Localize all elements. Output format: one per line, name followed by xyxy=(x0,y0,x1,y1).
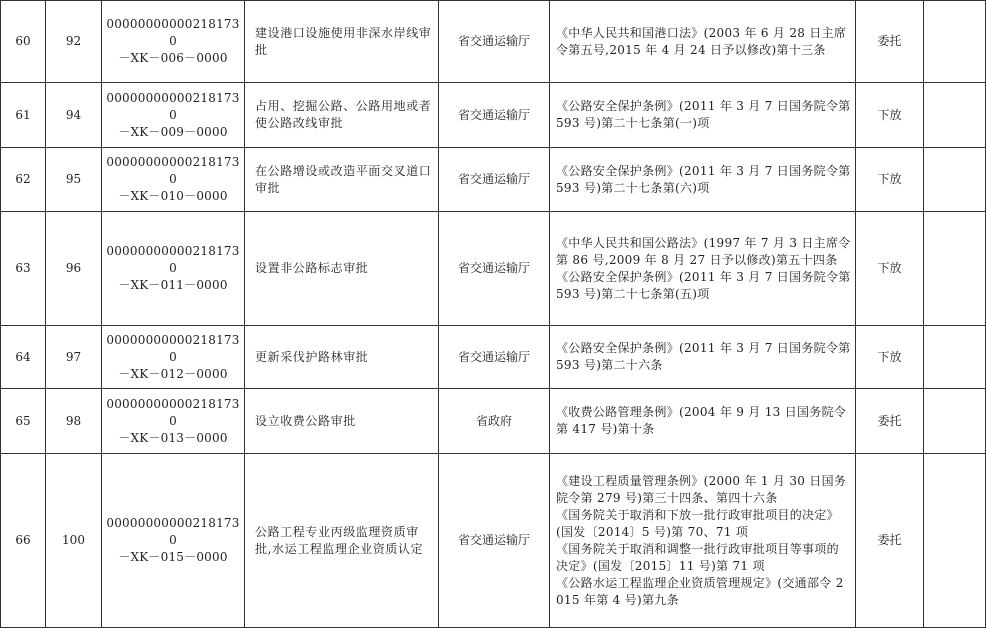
department-cell: 省交通运输厅 xyxy=(439,326,550,389)
action-cell: 委托 xyxy=(856,454,924,628)
seq-cell: 63 xyxy=(1,212,46,326)
item-code-line: 000000000002181730 xyxy=(106,244,240,275)
item-code-cell xyxy=(102,454,245,628)
legal-basis-text: 《公路安全保护条例》(2011 年 3 月 7 日国务院令第 593 号)第二十七条第(六)项 xyxy=(556,163,851,195)
department-cell: 省交通运输厅 xyxy=(439,148,550,212)
department-cell: 省交通运输厅 xyxy=(439,83,550,148)
item-name-cell xyxy=(245,148,439,212)
department-cell: 省政府 xyxy=(439,389,550,454)
item-name-cell xyxy=(245,212,439,326)
item-name-text: 建设港口设施使用非深水岸线审批 xyxy=(255,25,432,57)
seq-cell: 62 xyxy=(1,148,46,212)
item-name-text: 在公路增设或改造平面交叉道口审批 xyxy=(255,163,432,195)
seq-cell: 61 xyxy=(1,83,46,148)
legal-basis-cell xyxy=(550,212,856,326)
item-name-text: 公路工程专业丙级监理资质审批,水运工程监理企业资质认定 xyxy=(255,524,424,556)
item-code-line: 000000000002181730 xyxy=(106,155,240,186)
legal-basis-cell xyxy=(550,148,856,212)
action-cell: 委托 xyxy=(856,1,924,83)
legal-basis-text: 《建设工程质量管理条例》(2000 年 1 月 30 日国务院令第 279 号)第三十四条、第四十六条 《国务院关于取消和下放一批行政审批项目的决定》(国发〔2014〕5 号)第 70、71 项 《国务院关于取消和调整一批行政审批项目等事项的决定》(国发〔2015〕11 号)第 71 项 《公路水运工程监理企业资质管理规定》(交通部令 2015 年第 4 号)第九条 xyxy=(556,473,847,607)
item-code-cell xyxy=(102,1,245,83)
item-name-cell xyxy=(245,326,439,389)
department-cell: 省交通运输厅 xyxy=(439,1,550,83)
table-row xyxy=(1,212,986,326)
table-row xyxy=(1,326,986,389)
legal-basis-text: 《公路安全保护条例》(2011 年 3 月 7 日国务院令第 593 号)第二十六条 xyxy=(556,341,851,372)
seq-cell: 60 xyxy=(1,1,46,83)
item-code-cell xyxy=(102,148,245,212)
remarks-cell xyxy=(924,1,986,83)
item-name-cell xyxy=(245,83,439,148)
item-code-line: －XK－009－0000 xyxy=(118,124,228,139)
table-row xyxy=(1,454,986,628)
item-name-cell xyxy=(245,389,439,454)
item-code-cell xyxy=(102,212,245,326)
item-code-line: －XK－010－0000 xyxy=(118,189,228,203)
remarks-cell xyxy=(924,148,986,212)
item-name-text: 设置非公路标志审批 xyxy=(255,261,369,275)
item-code-line: 000000000002181730 xyxy=(106,90,240,122)
item-number-cell: 92 xyxy=(46,1,102,83)
item-code-line: －XK－006－0000 xyxy=(118,51,228,65)
legal-basis-cell xyxy=(550,1,856,83)
action-cell: 下放 xyxy=(856,212,924,326)
remarks-cell xyxy=(924,83,986,148)
item-code-line: －XK－011－0000 xyxy=(118,278,228,292)
legal-basis-text: 《中华人民共和国港口法》(2003 年 6 月 28 日主席令第五号,2015 年 4 月 24 日予以修改)第十三条 xyxy=(556,25,847,57)
item-name-cell xyxy=(245,1,439,83)
legal-basis-text: 《中华人民共和国公路法》(1997 年 7 月 3 日主席令第 86 号,2009 年 8 月 27 日予以修改)第五十四条 《公路安全保护条例》(2011 年 3 月 7 日国务院令第 593 号)第二十七条第(五)项 xyxy=(556,235,851,301)
item-code-cell xyxy=(102,83,245,148)
remarks-cell xyxy=(924,212,986,326)
item-code-line: 000000000002181730 xyxy=(106,332,240,364)
item-number-cell: 96 xyxy=(46,212,102,326)
item-code-line: 000000000002181730 xyxy=(106,17,240,48)
remarks-cell xyxy=(924,326,986,389)
action-cell: 委托 xyxy=(856,389,924,454)
item-name-text: 更新采伐护路林审批 xyxy=(255,349,369,364)
table-row xyxy=(1,83,986,148)
item-number-cell: 94 xyxy=(46,83,102,148)
legal-basis-cell xyxy=(550,326,856,389)
seq-cell: 66 xyxy=(1,454,46,628)
department-cell: 省交通运输厅 xyxy=(439,454,550,628)
item-number-cell: 95 xyxy=(46,148,102,212)
legal-basis-cell xyxy=(550,83,856,148)
item-code-cell xyxy=(102,326,245,389)
item-code-line: －XK－015－0000 xyxy=(118,550,228,564)
table-body xyxy=(1,1,986,628)
legal-basis-text: 《收费公路管理条例》(2004 年 9 月 13 日国务院令第 417 号)第十条 xyxy=(556,405,847,436)
action-cell: 下放 xyxy=(856,83,924,148)
action-cell: 下放 xyxy=(856,326,924,389)
legal-basis-cell xyxy=(550,389,856,454)
item-code-line: 000000000002181730 xyxy=(106,396,240,428)
item-code-line: 000000000002181730 xyxy=(106,516,240,547)
item-code-cell xyxy=(102,389,245,454)
item-name-text: 设立收费公路审批 xyxy=(255,413,356,428)
seq-cell: 65 xyxy=(1,389,46,454)
department-cell: 省交通运输厅 xyxy=(439,212,550,326)
item-code-line: －XK－012－0000 xyxy=(118,366,228,381)
action-cell: 下放 xyxy=(856,148,924,212)
item-code-line: －XK－013－0000 xyxy=(118,430,228,445)
item-name-text: 占用、挖掘公路、公路用地或者使公路改线审批 xyxy=(255,99,432,130)
item-number-cell: 97 xyxy=(46,326,102,389)
legal-basis-text: 《公路安全保护条例》(2011 年 3 月 7 日国务院令第 593 号)第二十七条第(一)项 xyxy=(556,99,851,130)
item-name-cell xyxy=(245,454,439,628)
remarks-cell xyxy=(924,454,986,628)
legal-basis-cell xyxy=(550,454,856,628)
item-number-cell: 100 xyxy=(46,454,102,628)
table-row xyxy=(1,148,986,212)
remarks-cell xyxy=(924,389,986,454)
table-row xyxy=(1,1,986,83)
seq-cell: 64 xyxy=(1,326,46,389)
table-row xyxy=(1,389,986,454)
item-number-cell: 98 xyxy=(46,389,102,454)
